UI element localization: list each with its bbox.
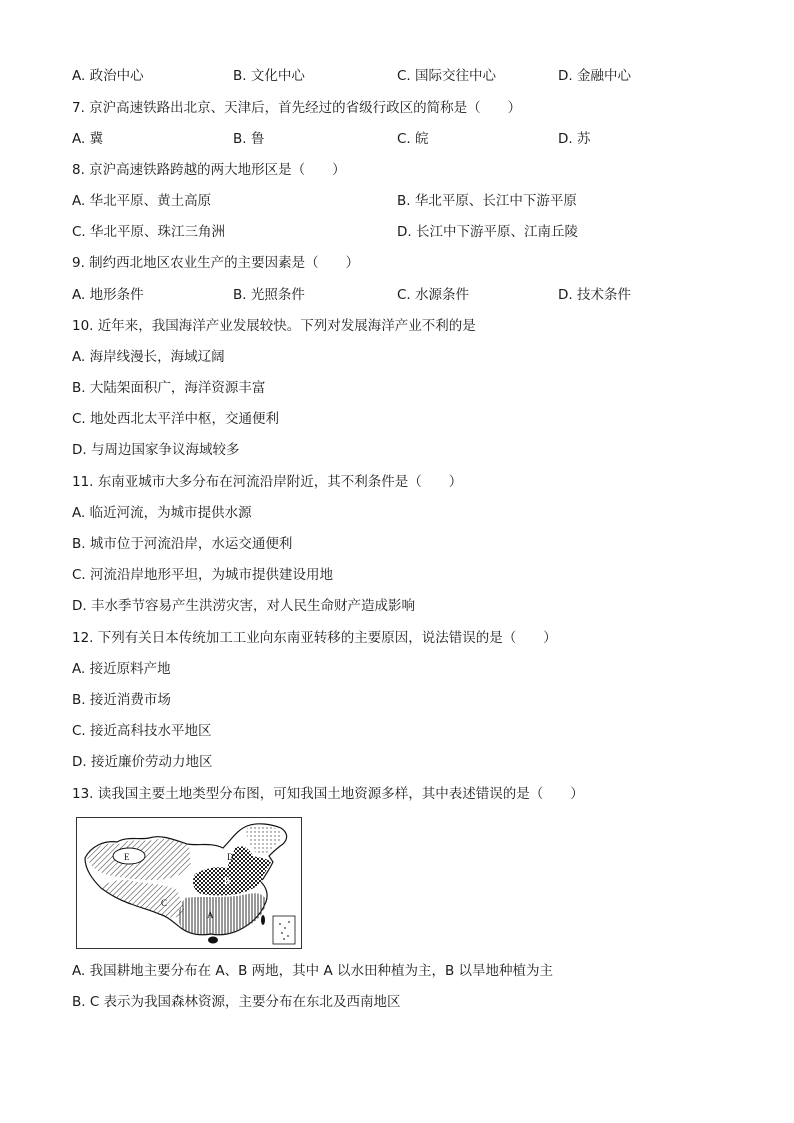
q10-option-c[interactable]: C. 地处西北太平洋中枢，交通便利	[72, 411, 280, 427]
map-label-c: C	[161, 898, 168, 908]
q12-stem: 12. 下列有关日本传统加工工业向东南亚转移的主要原因，说法错误的是（ ）	[72, 630, 557, 646]
q8-option-b[interactable]: B. 华北平原、长江中下游平原	[397, 193, 577, 209]
q6-option-d[interactable]: D. 金融中心	[558, 68, 631, 84]
q8-option-c[interactable]: C. 华北平原、珠江三角洲	[72, 224, 226, 240]
hainan-island	[208, 937, 218, 944]
map-label-e: E	[124, 852, 130, 862]
q12-option-a[interactable]: A. 接近原料产地	[72, 661, 171, 677]
q12-option-b[interactable]: B. 接近消费市场	[72, 692, 171, 708]
q11-option-b[interactable]: B. 城市位于河流沿岸，水运交通便利	[72, 536, 293, 552]
q13-stem: 13. 读我国主要土地类型分布图，可知我国土地资源多样，其中表述错误的是（ ）	[72, 786, 584, 802]
q13-option-b[interactable]: B. C 表示为我国森林资源，主要分布在东北及西南地区	[72, 994, 401, 1010]
q12-option-d[interactable]: D. 接近廉价劳动力地区	[72, 754, 213, 770]
q8-option-a[interactable]: A. 华北平原、黄土高原	[72, 193, 212, 209]
q7-option-b[interactable]: B. 鲁	[233, 131, 265, 147]
q6-option-b[interactable]: B. 文化中心	[233, 68, 305, 84]
q6-option-c[interactable]: C. 国际交往中心	[397, 68, 497, 84]
q13-option-a[interactable]: A. 我国耕地主要分布在 A、B 两地，其中 A 以水田种植为主，B 以旱地种植为主	[72, 963, 554, 979]
q7-stem: 7. 京沪高速铁路出北京、天津后，首先经过的省级行政区的简称是（ ）	[72, 100, 522, 116]
q9-option-d[interactable]: D. 技术条件	[558, 287, 631, 303]
map-label-d: D	[227, 852, 234, 862]
region-a-stripes	[179, 893, 265, 935]
q10-option-b[interactable]: B. 大陆架面积广，海洋资源丰富	[72, 380, 266, 396]
q8-option-d[interactable]: D. 长江中下游平原、江南丘陵	[397, 224, 578, 240]
taiwan-island	[261, 915, 265, 925]
q9-option-a[interactable]: A. 地形条件	[72, 287, 144, 303]
q11-option-a[interactable]: A. 临近河流，为城市提供水源	[72, 505, 252, 521]
q10-stem: 10. 近年来，我国海洋产业发展较快。下列对发展海洋产业不利的是	[72, 318, 476, 334]
q11-option-c[interactable]: C. 河流沿岸地形平坦，为城市提供建设用地	[72, 567, 334, 583]
china-map-svg	[77, 818, 301, 948]
map-label-a: A	[207, 910, 214, 920]
q11-stem: 11. 东南亚城市大多分布在河流沿岸附近，其不利条件是（ ）	[72, 474, 463, 490]
q9-option-b[interactable]: B. 光照条件	[233, 287, 305, 303]
q9-stem: 9. 制约西北地区农业生产的主要因素是（ ）	[72, 255, 360, 271]
map-label-b: B	[224, 876, 231, 886]
q10-option-a[interactable]: A. 海岸线漫长，海域辽阔	[72, 349, 225, 365]
q8-stem: 8. 京沪高速铁路跨越的两大地形区是（ ）	[72, 162, 346, 178]
q7-option-a[interactable]: A. 冀	[72, 131, 104, 147]
q9-option-c[interactable]: C. 水源条件	[397, 287, 470, 303]
q6-option-a[interactable]: A. 政治中心	[72, 68, 144, 84]
q7-option-d[interactable]: D. 苏	[558, 131, 591, 147]
q11-option-d[interactable]: D. 丰水季节容易产生洪涝灾害，对人民生命财产造成影响	[72, 598, 415, 614]
q7-option-c[interactable]: C. 皖	[397, 131, 429, 147]
q10-option-d[interactable]: D. 与周边国家争议海域较多	[72, 442, 240, 458]
land-type-map	[76, 817, 302, 949]
q12-option-c[interactable]: C. 接近高科技水平地区	[72, 723, 212, 739]
